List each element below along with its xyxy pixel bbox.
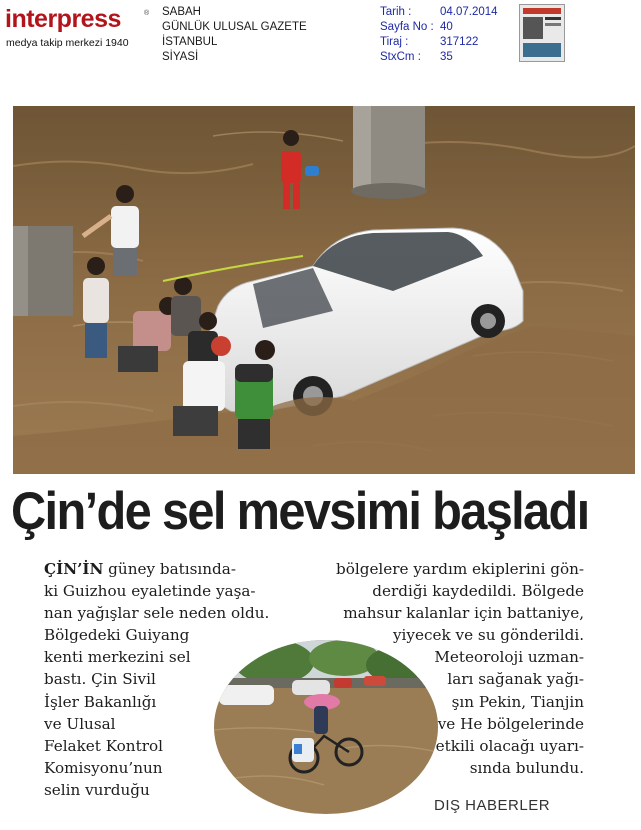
flood-car-photo — [13, 106, 635, 474]
article-line: bölgelere yardım ekiplerini gön- — [336, 560, 585, 578]
lead-word: ÇİN’İN — [44, 560, 104, 578]
article-line: ları sağanak yağı- — [447, 670, 585, 689]
article-line: ki Guizhou eyaletinde yaşa- — [44, 582, 256, 601]
meta-value: 317122 — [440, 36, 479, 48]
article-line: bastı. Çin Sivil — [44, 670, 156, 689]
section-signoff: DIŞ HABERLER — [434, 797, 551, 814]
registered-mark-icon: ® — [144, 10, 150, 17]
article-line — [44, 558, 269, 580]
logo-wordmark: interpress — [5, 5, 121, 33]
logo-tagline: medya takip merkezi 1940 — [6, 37, 129, 49]
lead-rest: güney batısında- — [103, 560, 236, 578]
article-line: mahsur kalanlar için battaniye, — [343, 604, 585, 623]
meta-key: StxCm : — [380, 51, 421, 63]
article-line: nan yağışlar sele neden oldu. — [44, 604, 270, 623]
publication-type: GÜNLÜK ULUSAL GAZETE — [162, 21, 307, 33]
article-line: yiyecek ve su gönderildi. — [392, 626, 585, 645]
article-line: Meteoroloji uzman- — [434, 648, 585, 667]
article-line: ve He bölgelerinde — [437, 714, 585, 733]
article-line: Felaket Kontrol — [44, 736, 163, 755]
newspaper-page-thumbnail[interactable] — [519, 4, 565, 62]
publication-info — [162, 5, 307, 65]
article-line: kenti merkezini sel — [44, 648, 191, 667]
meta-key: Tiraj : — [380, 36, 409, 48]
article-line: şın Pekin, Tianjin — [451, 692, 585, 711]
article-line: derdiği kaydedildi. Bölgede — [372, 582, 585, 601]
article-line: ve Ulusal — [44, 714, 116, 733]
publication-name: SABAH — [162, 6, 201, 18]
article-line: etkili olacağı uyarı- — [435, 736, 585, 755]
interpress-logo — [5, 5, 150, 50]
meta-value: 04.07.2014 — [440, 6, 498, 18]
article-line: Komisyonu’nun — [44, 758, 163, 777]
meta-value: 35 — [440, 51, 453, 63]
article-line: İşler Bakanlığı — [44, 692, 157, 711]
publication-city: İSTANBUL — [162, 36, 218, 48]
meta-key: Sayfa No : — [380, 21, 434, 33]
article-line: sında bulundu. — [469, 758, 585, 777]
article-headline: Çin’de sel mevsimi başladı — [11, 482, 589, 541]
article-line: selin vurduğu — [44, 780, 150, 799]
cyclist-flood-photo — [214, 640, 438, 814]
article-line: Bölgedeki Guiyang — [44, 626, 190, 645]
publication-category: SİYASİ — [162, 51, 199, 63]
meta-key: Tarih : — [380, 6, 412, 18]
meta-value: 40 — [440, 21, 453, 33]
